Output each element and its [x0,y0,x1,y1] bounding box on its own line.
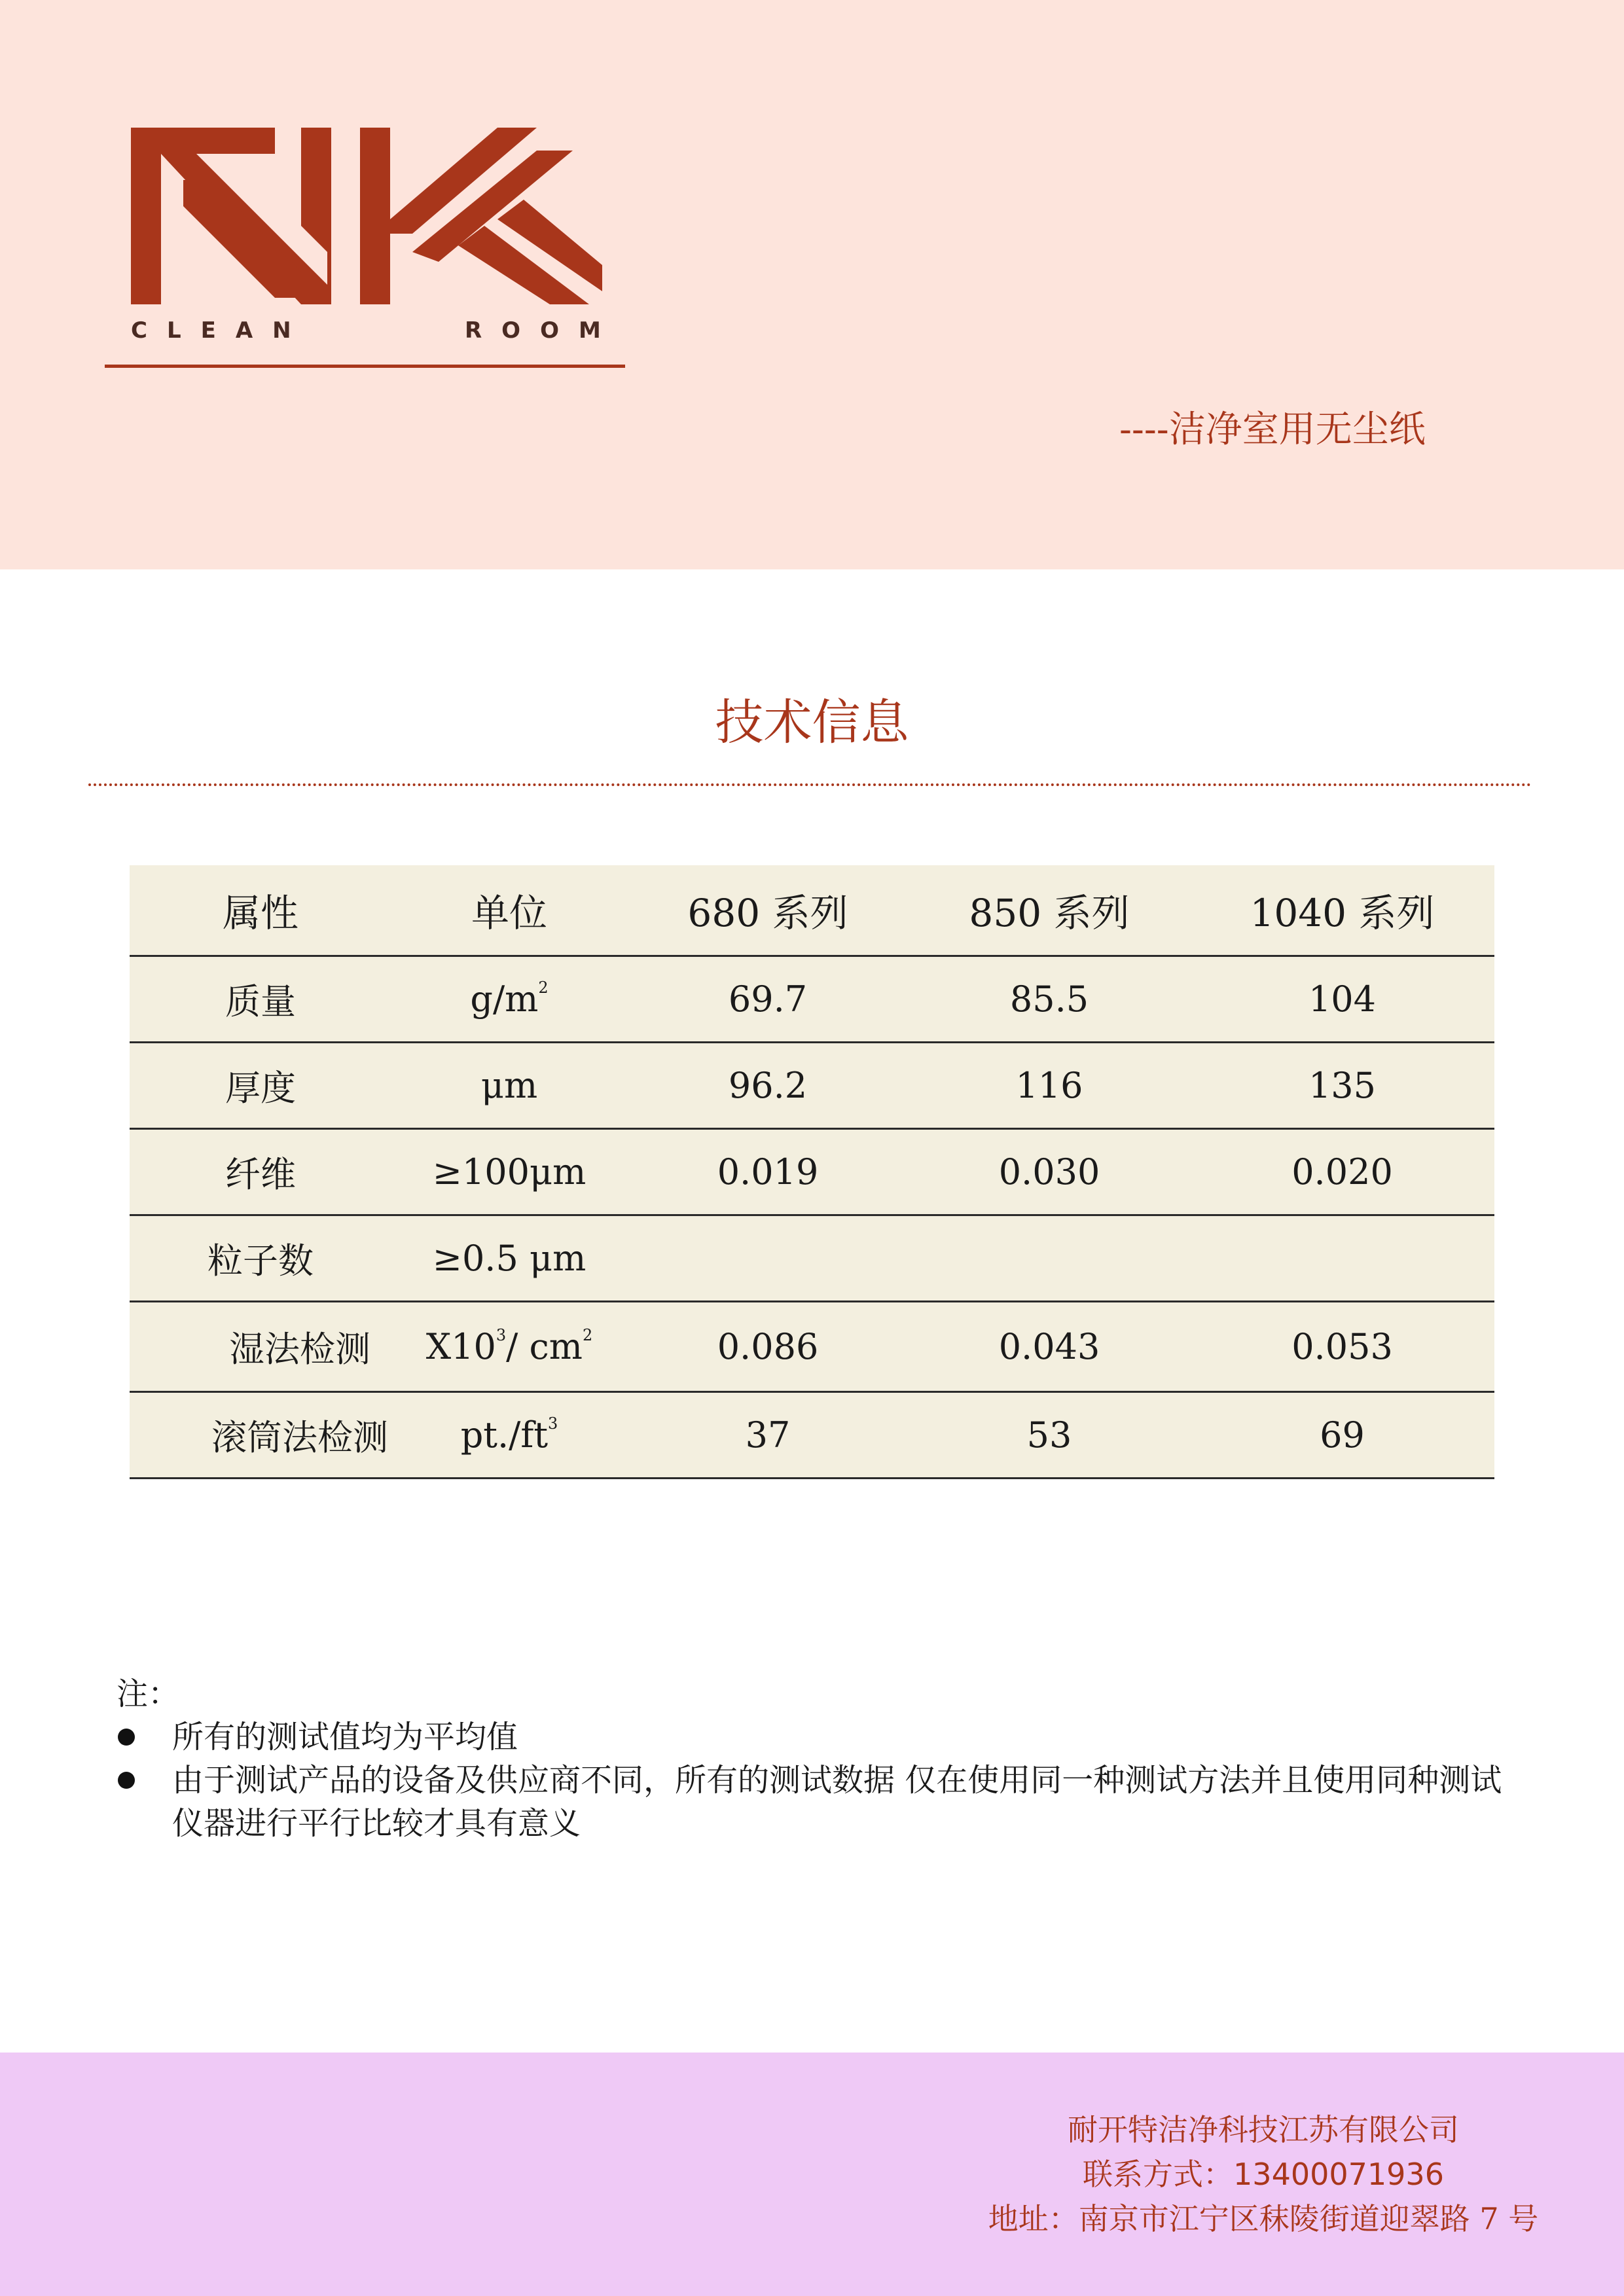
table-row [130,956,1494,1042]
note-text: 所有的测试值均为平均值 [172,1719,518,1755]
nk-clean-room-logo [105,121,628,370]
unit-sup: 3 [548,1414,558,1433]
unit-cell: μm [391,1042,627,1128]
table-row [130,1301,1494,1391]
table-row [130,1042,1494,1128]
unit-text: X10 [425,1325,496,1367]
value-cell [627,1215,909,1301]
unit-sup: 2 [538,978,549,997]
unit-cell [391,1391,627,1478]
value-cell: 0.030 [909,1128,1190,1215]
nk-logo-mark [105,121,628,317]
dotted-divider [88,783,1532,786]
table-row [130,1391,1494,1478]
value-cell: 37 [627,1391,909,1478]
header-cell: 850 系列 [909,865,1190,956]
value-cell: 0.019 [627,1128,909,1215]
table-row [130,1128,1494,1215]
unit-text: g/m [470,978,539,1020]
value-cell [1190,1215,1494,1301]
value-cell: 0.053 [1190,1301,1494,1391]
prop-cell: 厚度 [130,1042,391,1128]
footer-contact [903,2108,1623,2241]
contact-line [903,2152,1623,2197]
phone-number: 13400071936 [1233,2157,1444,2192]
address: 地址：南京市江宁区秣陵街道迎翠路 7 号 [988,2201,1539,2236]
logo-word-clean: CLEAN [131,317,311,344]
value-cell: 53 [909,1391,1190,1478]
notes-title: 注： [117,1676,180,1712]
section-title: 技术信息 [715,694,909,751]
value-cell: 116 [909,1042,1190,1128]
unit-cell [391,956,627,1042]
logo-wordmark [131,317,628,344]
header-cell: 属性 [130,865,391,956]
prop-cell: 粒子数 [130,1215,391,1301]
table-row [130,1215,1494,1301]
prop-cell: 湿法检测 [130,1301,391,1391]
value-cell [909,1215,1190,1301]
notes-list [117,1715,1524,1845]
logo-word-room: ROOM [465,317,621,344]
value-cell: 0.086 [627,1301,909,1391]
spec-table [130,865,1494,1479]
logo-underline [105,365,625,368]
value-cell: 69.7 [627,956,909,1042]
value-cell: 0.020 [1190,1128,1494,1215]
table-header-row [130,865,1494,956]
prop-cell: 质量 [130,956,391,1042]
notes-section [117,1672,1524,1845]
prop-cell: 滚筒法检测 [130,1391,391,1478]
prop-cell: 纤维 [130,1128,391,1215]
header-band [0,0,1624,569]
bullet-icon [118,1729,135,1746]
unit-sup: 3 [496,1325,507,1344]
unit-sup: 2 [582,1325,593,1344]
value-cell: 85.5 [909,956,1190,1042]
contact-label: 联系方式： [1083,2157,1234,2192]
bullet-icon [118,1772,135,1789]
tagline: ----洁净室用无尘纸 [1119,408,1426,451]
list-item [117,1715,1524,1759]
value-cell: 135 [1190,1042,1494,1128]
header-cell: 单位 [391,865,627,956]
unit-cell: ≥100μm [391,1128,627,1215]
header-cell: 680 系列 [627,865,909,956]
unit-text: / cm [506,1325,583,1367]
value-cell: 96.2 [627,1042,909,1128]
value-cell: 69 [1190,1391,1494,1478]
company-name: 耐开特洁净科技江苏有限公司 [1068,2112,1459,2147]
list-item [117,1759,1524,1845]
unit-text: pt./ft [460,1414,549,1456]
value-cell: 0.043 [909,1301,1190,1391]
value-cell: 104 [1190,956,1494,1042]
unit-cell: ≥0.5 μm [391,1215,627,1301]
header-cell: 1040 系列 [1190,865,1494,956]
unit-cell [391,1301,627,1391]
note-text: 由于测试产品的设备及供应商不同，所有的测试数据 仅在使用同一种测试方法并且使用同种测试仪器进行平行比较才具有意义 [172,1762,1502,1842]
